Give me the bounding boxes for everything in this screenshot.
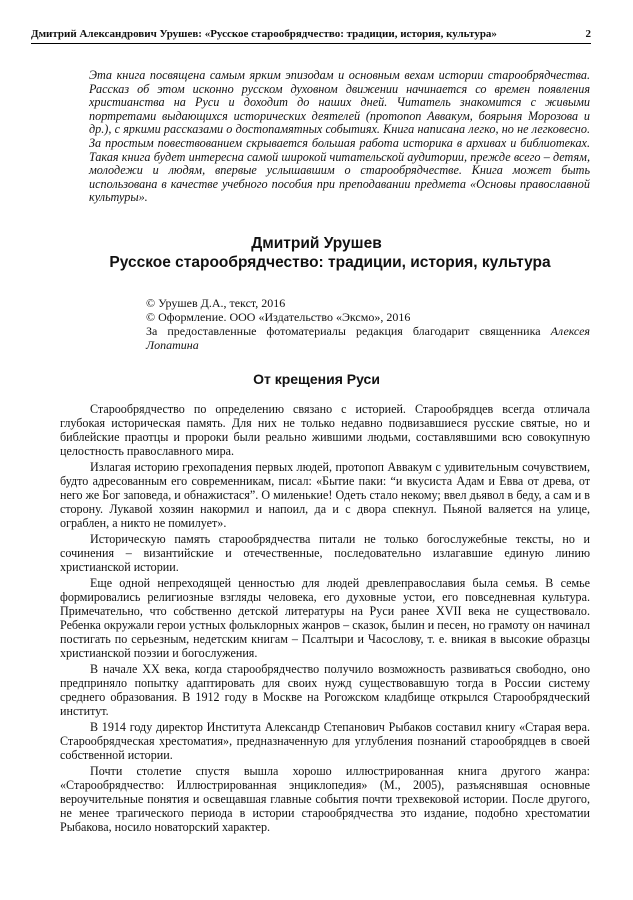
- photo-credit: [146, 324, 590, 352]
- paragraph: В 1914 году директор Института Александр Степанович Рыбаков составил книгу «Старая вера. Старообрядческая хрестоматия», предназначенную для углубления познаний старообрядцев в своей собственной истории.: [60, 719, 590, 762]
- running-title: Дмитрий Александрович Урушев: «Русское старообрядчество: традиции, история, культура»: [31, 28, 497, 40]
- running-header: [31, 28, 591, 44]
- paragraph: В начале XX века, когда старообрядчество получило возможность развиваться свободно, оно предприняло попытку адаптировать для своих нужд существовавшую тогда в России систему среднего образования. В 1912 году в Москве на Рогожском кладбище открылся Старообрядческий институт.: [60, 661, 590, 718]
- body-text: [60, 403, 590, 837]
- paragraph: Излагая историю грехопадения первых людей, протопоп Аввакум с удивительным сочувствием, будто адресованным его современникам, писал: «Бытие паки: “и вкусиста Адам и Евва от древа, от него же Бог заповеда, и обнажистася”. О миленькие! Одеть стало некому; ввел дьявол в беду, а сам и в сторону. Лукавой хозяин накормил и напоил, да и с двора спекнул. Пьяной валяется на улице, ограблен, а никто не помилует».: [60, 460, 590, 530]
- paragraph: Почти столетие спустя вышла хорошо иллюстрированная книга другого жанра: «Старообрядчество: Иллюстрированная энциклопедия» (М., 2005), разъяснявшая основные вероучительные понятия и освещавшая главные события почти трехвековой истории. После другого, не менее трагического периода в истории старообрядчества это издание, подобно хрестоматии Рыбакова, носило новаторский характер.: [60, 764, 590, 834]
- book-title: Русское старообрядчество: традиции, история, культура: [109, 254, 551, 271]
- book-annotation: [89, 69, 590, 205]
- page-number: 2: [585, 28, 591, 40]
- photo-credit-name: Алексея Лопатина: [146, 324, 590, 352]
- paragraph: Старообрядчество по определению связано с историей. Старообрядцев всегда отличала глубокая историческая память. Для них не только недавно подвизавшиеся русские святые, но и библейские праотцы и пророки были реально жившими людьми, составлявшими всю совокупную целостность православного мира.: [60, 402, 590, 458]
- author-name: Дмитрий Урушев: [251, 235, 382, 252]
- paragraph: Историческую память старообрядчества питали не только богослужебные тексты, но и сочинения – византийские и отечественные, последовательно излагавшие единую линию христианской истории.: [60, 531, 590, 574]
- section-heading: От крещения Руси: [253, 371, 380, 387]
- copyright-design-line: © Оформление. ООО «Издательство «Эксмо», 2016: [146, 310, 411, 324]
- copyright-block: [146, 296, 590, 352]
- paragraph: Еще одной непреходящей ценностью для людей древлеправославия была семья. В семье формировались религиозные взгляды человека, его духовные устои, его повседневная культура. Примечательно, что собственно детской литературы на Руси ранее XVII века не существовало. Ребенка окружали герои устных фольклорных жанров – сказок, былин и песен, но грамоту он начинал постигать по серьезным, недетским книгам – Псалтыри и Часослову, т. е. вникая в высокие образцы христианской поэзии и богослужения.: [60, 576, 590, 660]
- annotation-text: Эта книга посвящена самым ярким эпизодам и основным вехам истории старообрядчества. Рассказ об этом исконно русском духовном движении начинается со времен появления христианства на Руси и доходит до наших дней. Читатель знакомится с живыми портретами выдающихся исторических деятелей (протопоп Аввакум, боярыня Морозова и др.), с яркими рассказами о достопамятных событиях. Книга написана легко, но не легковесно. За простым повествованием скрывается большая работа историка в архивах и библиотеках. Такая книга будет интересна самой широкой читательской аудитории, прежде всего – детям, молодежи и людям, впервые услышавшим о старообрядчестве. Книга может быть использована в качестве учебного пособия при преподавании предмета «Основы православной культуры».: [89, 68, 590, 205]
- photo-credit-text: За предоставленные фотоматериалы редакция благодарит священника: [146, 324, 551, 338]
- copyright-text-line: © Урушев Д.А., текст, 2016: [146, 296, 286, 310]
